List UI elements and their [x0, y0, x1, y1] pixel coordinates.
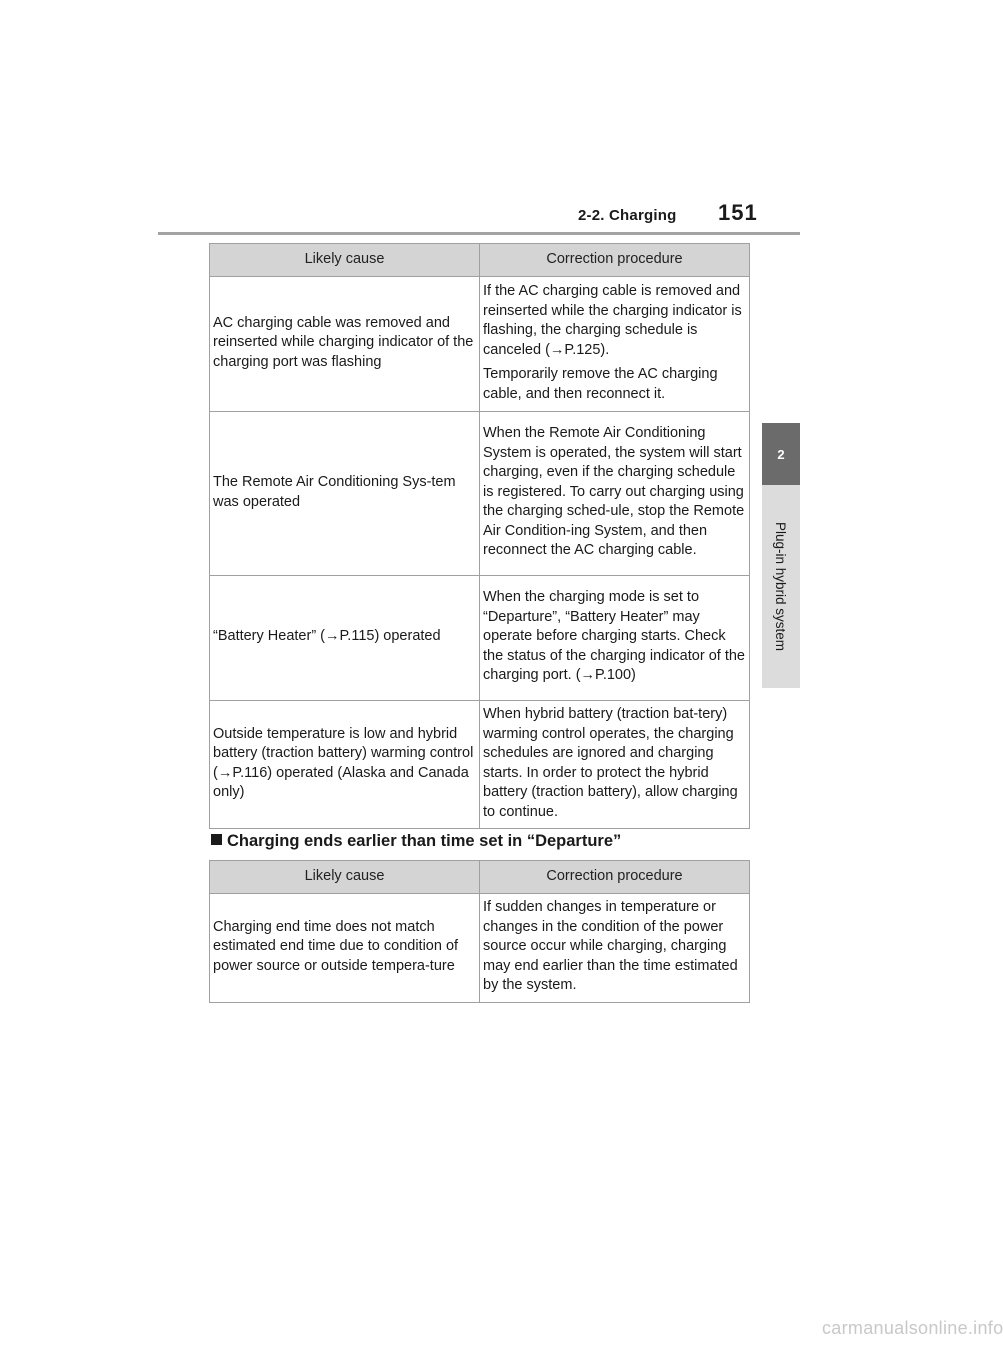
troubleshooting-table-2 — [209, 860, 750, 1003]
likely-cause-cell: The Remote Air Conditioning Sys-tem was operated — [210, 412, 480, 576]
header-divider — [158, 232, 800, 235]
correction-procedure-cell — [480, 277, 750, 412]
table-row — [210, 576, 750, 701]
procedure-text: When the Remote Air Conditioning System is operated, the system will start charging, even if the charging schedule is registered. To carry out charging using the charging sched-ule, stop the Remote Air Condition-ing System, and then reconnect the AC charging cable. — [483, 425, 745, 559]
procedure-text: If the AC charging cable is removed and reinserted while the charging indicator is flashing, the charging schedule is canceled (→P.125). — [483, 283, 742, 358]
chapter-number-tab: 2 — [762, 423, 800, 485]
likely-cause-cell: AC charging cable was removed and reinserted while charging indicator of the charging port was flashing — [210, 277, 480, 412]
procedure-text: If sudden changes in temperature or changes in the condition of the power source occur while charging, charging may end earlier than the time estimated by the system. — [483, 899, 738, 993]
likely-cause-cell: Outside temperature is low and hybrid battery (traction battery) warming control (→P.116) operated (Alaska and Canada only) — [210, 701, 480, 829]
square-bullet-icon — [211, 834, 222, 845]
procedure-text: Temporarily remove the AC charging cable, and then reconnect it. — [483, 366, 718, 402]
table-row — [210, 701, 750, 829]
correction-procedure-cell — [480, 701, 750, 829]
procedure-text: When hybrid battery (traction bat-tery) warming control operates, the charging schedules are ignored and charging starts. In order to protect the hybrid battery (traction battery), allow charging to continue. — [483, 706, 738, 820]
subheading — [211, 832, 621, 851]
chapter-title: Plug-in hybrid system — [773, 521, 789, 652]
chapter-title-tab — [762, 485, 800, 688]
column-header-correction-procedure: Correction procedure — [480, 244, 750, 277]
table-row — [210, 277, 750, 412]
column-header-likely-cause: Likely cause — [210, 861, 480, 894]
troubleshooting-table-1 — [209, 243, 750, 829]
correction-procedure-cell — [480, 576, 750, 701]
likely-cause-cell: Charging end time does not match estimated end time due to condition of power source or outside tempera-ture — [210, 894, 480, 1003]
column-header-correction-procedure: Correction procedure — [480, 861, 750, 894]
section-title: 2-2. Charging — [578, 207, 677, 224]
correction-procedure-cell — [480, 412, 750, 576]
subheading-text: Charging ends earlier than time set in “Departure” — [227, 832, 622, 850]
likely-cause-cell: “Battery Heater” (→P.115) operated — [210, 576, 480, 701]
correction-procedure-cell — [480, 894, 750, 1003]
procedure-text: When the charging mode is set to “Departure”, “Battery Heater” may operate before charging starts. Check the status of the charging indicator of the charging port. (→P.100) — [483, 589, 745, 684]
table-row — [210, 894, 750, 1003]
table-row — [210, 412, 750, 576]
column-header-likely-cause: Likely cause — [210, 244, 480, 277]
watermark: carmanualsonline.info — [822, 1318, 1003, 1338]
page-number: 151 — [718, 200, 758, 225]
